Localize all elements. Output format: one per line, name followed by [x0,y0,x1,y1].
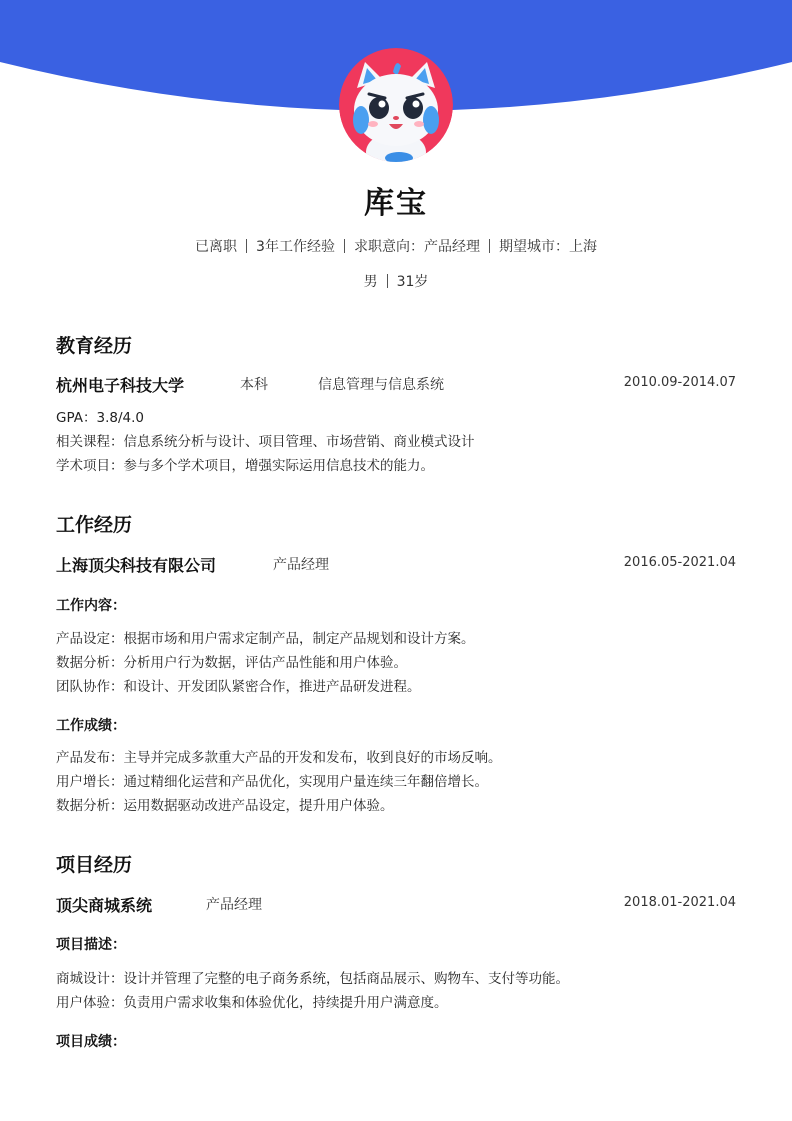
project-desc-list [56,967,736,1015]
school-name: 杭州电子科技大学 [56,376,185,395]
education-header-row [56,373,736,395]
list-item: 用户增长：通过精细化运营和产品优化，实现用户量连续三年翻倍增长。 [56,774,488,790]
work-section-title: 工作经历 [56,514,133,536]
gender: 男 [363,274,378,290]
list-item: 学术项目：参与多个学术项目，增强实际运用信息技术的能力。 [56,458,434,474]
separator [344,239,345,253]
list-item: 团队协作：和设计、开发团队紧密合作，推进产品研发进程。 [56,679,421,695]
education-section-title: 教育经历 [56,335,133,357]
separator [246,239,247,253]
project-name: 顶尖商城系统 [56,896,153,915]
company-name: 上海顶尖科技有限公司 [56,556,217,575]
job-intention: 求职意向：产品经理 [353,239,480,255]
work-role: 产品经理 [273,557,329,573]
project-results-title: 项目成绩： [56,1034,126,1050]
project-header-row [56,893,736,915]
age: 31岁 [396,274,429,290]
work-date: 2016.05-2021.04 [623,555,736,570]
list-item: 数据分析：分析用户行为数据，评估产品性能和用户体验。 [56,655,407,671]
work-header-row [56,553,736,575]
expected-city: 期望城市：上海 [498,239,597,255]
list-item: 产品设定：根据市场和用户需求定制产品，制定产品规划和设计方案。 [56,631,475,647]
work-content-title: 工作内容： [56,598,126,614]
separator [489,239,490,253]
work-experience: 3年工作经验 [256,239,335,255]
project-section-title: 项目经历 [56,854,133,876]
project-role: 产品经理 [206,897,262,913]
list-item: 相关课程：信息系统分析与设计、项目管理、市场营销、商业模式设计 [56,434,475,450]
work-achievements-title: 工作成绩： [56,718,126,734]
work-achievements-list [56,746,736,818]
education-details [56,406,736,478]
separator [387,274,388,288]
job-status: 已离职 [195,239,238,255]
avatar [339,48,453,162]
personal-info-line [0,271,792,291]
list-item: 产品发布：主导并完成多款重大产品的开发和发布，收到良好的市场反响。 [56,750,502,766]
list-item: 数据分析：运用数据驱动改进产品设定，提升用户体验。 [56,798,394,814]
basic-info-line [0,236,792,256]
work-content-list [56,627,736,699]
list-item: GPA：3.8/4.0 [56,410,144,426]
education-date: 2010.09-2014.07 [623,375,736,390]
major: 信息管理与信息系统 [318,377,444,393]
list-item: 商城设计：设计并管理了完整的电子商务系统，包括商品展示、购物车、支付等功能。 [56,971,569,987]
project-date: 2018.01-2021.04 [623,895,736,910]
degree: 本科 [240,377,268,393]
list-item: 用户体验：负责用户需求收集和体验优化，持续提升用户满意度。 [56,995,448,1011]
candidate-name: 库宝 [364,186,428,221]
cat-mascot-icon [339,48,453,162]
project-desc-title: 项目描述： [56,937,126,953]
